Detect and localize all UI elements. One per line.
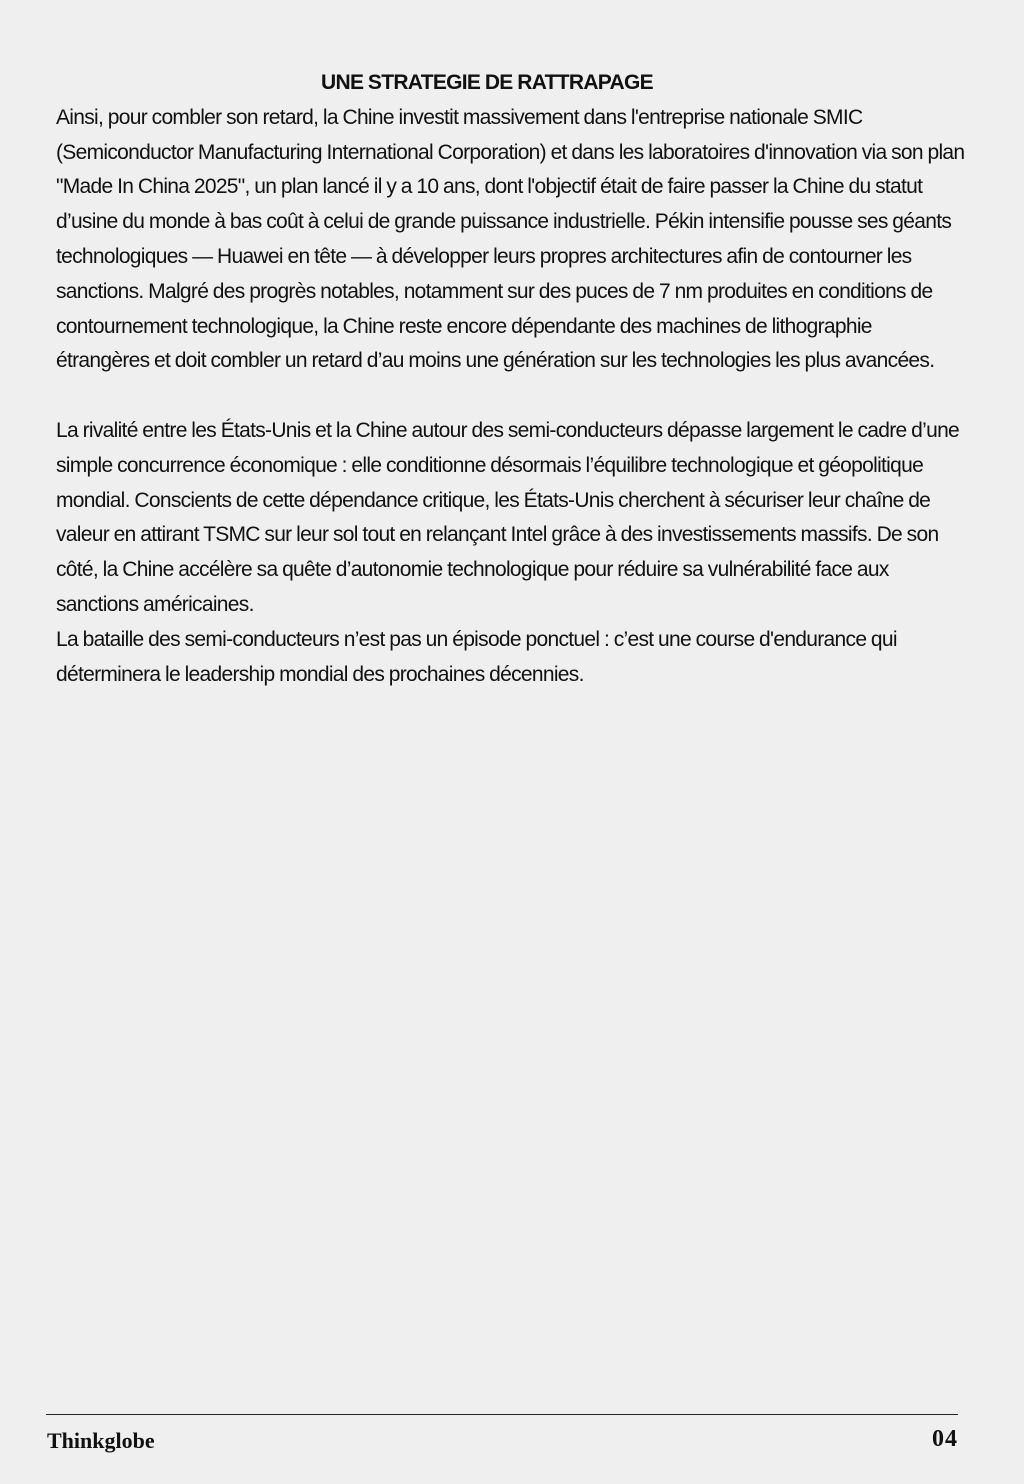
article-body [56,66,968,692]
paragraph-spacer [56,379,968,414]
paragraph-catch-up-strategy: Ainsi, pour combler son retard, la Chine investit massivement dans l'entreprise nationale SMIC (Semiconductor Manufacturing International Corporation) et dans les laboratoires d'innovation via son plan "Made In China 2025", un plan lancé il y a 10 ans, dont l'objectif était de faire passer la Chine du statut d’usine du monde à bas coût à celui de grande puissance industrielle. Pékin intensifie pousse ses géants technologiques — Huawei en tête — à développer leurs propres architectures afin de contourner les sanctions. Malgré des progrès notables, notamment sur des puces de 7 nm produites en conditions de contournement technologique, la Chine reste encore dépendante des machines de lithographie étrangères et doit combler un retard d’au moins une génération sur les technologies les plus avancées. [56,105,965,373]
section-heading: UNE STRATEGIE DE RATTRAPAGE [321,71,653,94]
paragraph-conclusion: La bataille des semi-conducteurs n’est pas un épisode ponctuel : c’est une course d'endurance qui déterminera le leadership mondial des prochaines décennies. [56,627,897,686]
footer-divider [46,1414,958,1415]
page-number: 04 [932,1426,958,1452]
footer-brand: Thinkglobe [47,1428,155,1453]
paragraph-rivalry: La rivalité entre les États-Unis et la Chine autour des semi-conducteurs dépasse largement le cadre d’une simple concurrence économique : elle conditionne désormais l’équilibre technologique et géopolitique mondial. Conscients de cette dépendance critique, les États-Unis cherchent à sécuriser leur chaîne de valeur en attirant TSMC sur leur sol tout en relançant Intel grâce à des investissements massifs. De son côté, la Chine accélère sa quête d’autonomie technologique pour réduire sa vulnérabilité face aux sanctions américaines. [56,418,960,616]
